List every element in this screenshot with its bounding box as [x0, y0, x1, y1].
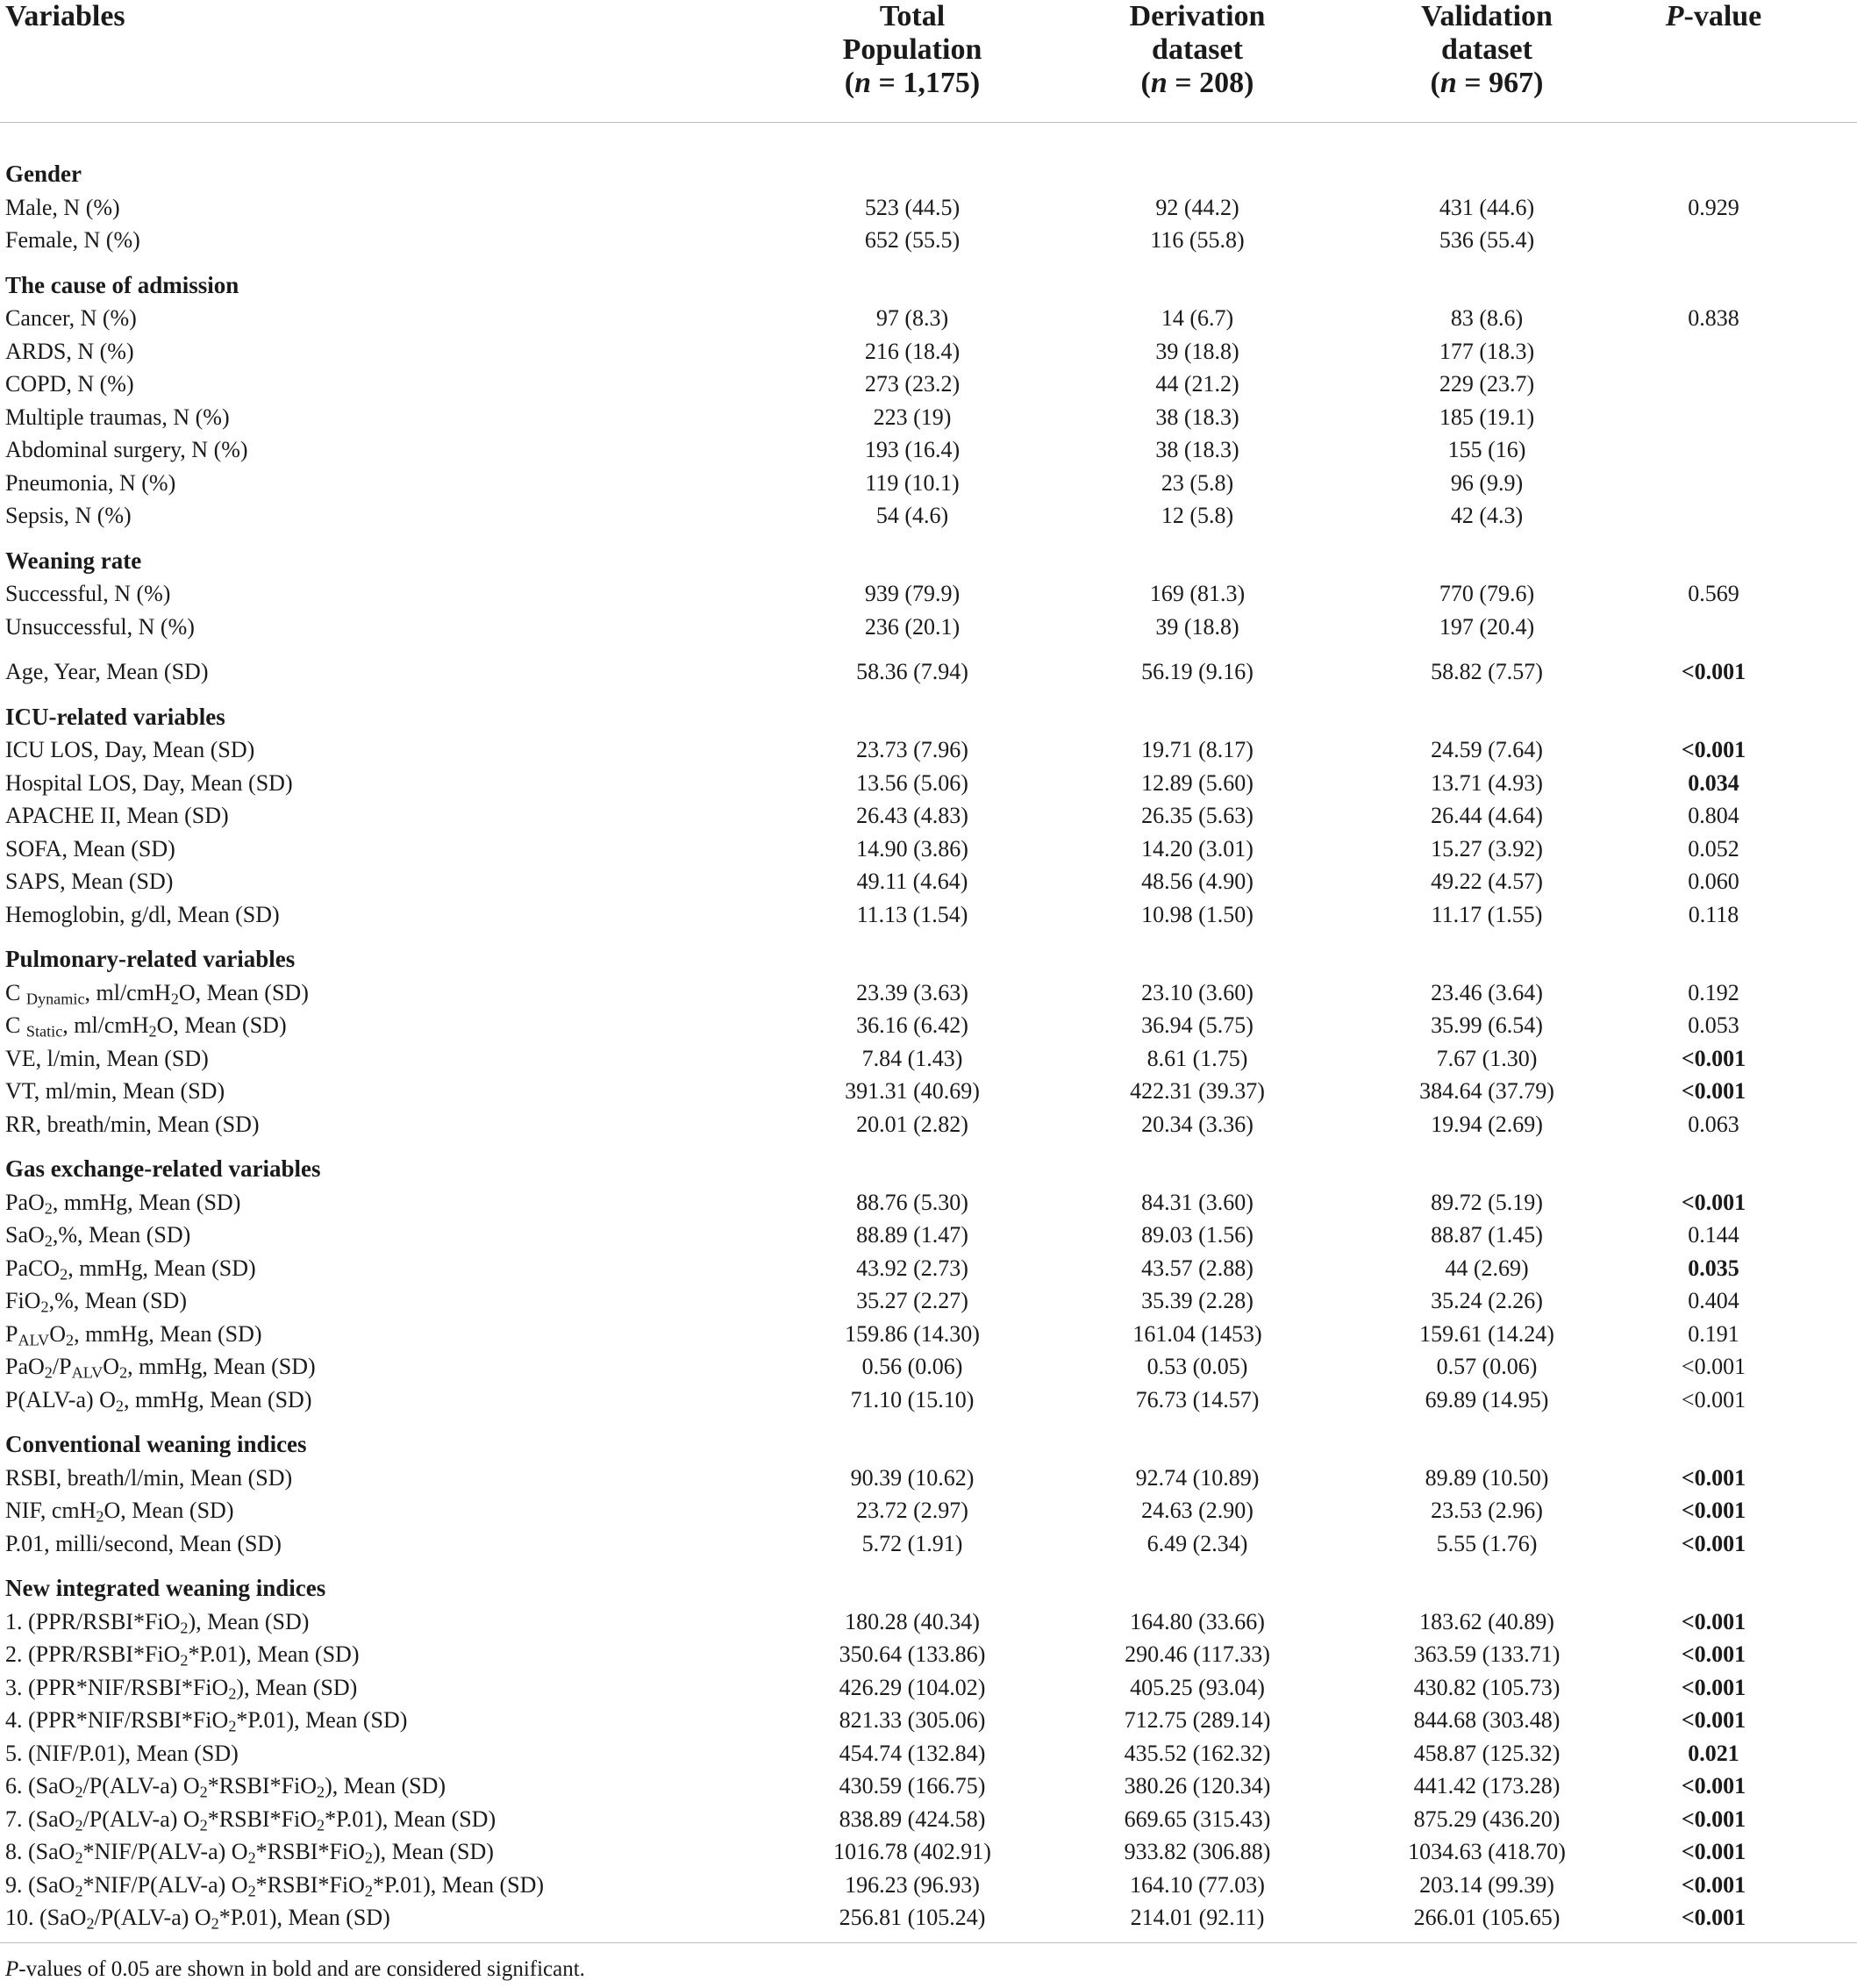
table-row: 1. (PPR/RSBI*FiO$_2$), Mean (SD) 180.28 (40.34) 164.80 (33.66) 183.62 (40.89) <0.001 [5, 1608, 1746, 1637]
table-row: Female, N (%) 652 (55.5) 116 (55.8) 536 (55.4) [5, 227, 1535, 253]
table-row: RR, breath/min, Mean (SD) 20.01 (2.82) 20.34 (3.36) 19.94 (2.69) 0.063 [5, 1111, 1739, 1137]
table-row: Male, N (%) 523 (44.5) 92 (44.2) 431 (44.6) 0.929 [5, 194, 1739, 220]
table-row: VE, l/min, Mean (SD) 7.84 (1.43) 8.61 (1.75) 7.67 (1.30) <0.001 [5, 1045, 1746, 1071]
table-row: $PaO_2/P_{ALV}O_2$, mmHg, Mean (SD) 0.56 (0.06) 0.53 (0.05) 0.57 (0.06) <0.001 [5, 1354, 1746, 1382]
table-row: SaO$_2$,%, Mean (SD) 88.89 (1.47) 89.03 (1.56) 88.87 (1.45) 0.144 [5, 1222, 1739, 1250]
table-row: $P_{ALV}O_2$, mmHg, Mean (SD) 159.86 (14.30) 161.04 (1453) 159.61 (14.24) 0.191 [5, 1320, 1739, 1349]
table-row: SAPS, Mean (SD) 49.11 (4.64) 48.56 (4.90) 49.22 (4.57) 0.060 [5, 869, 1739, 894]
table-row: Sepsis, N (%) 54 (4.6) 12 (5.8) 42 (4.3) [5, 503, 1524, 528]
table-row: 9. (SaO$_2$*NIF/P(ALV-a) $O_2*RSBI*FiO_2*P.01$), Mean (SD) 196.23 (96.93) 164.10 (77.03) 203.14 (99.39) <0.001 [5, 1871, 1746, 1900]
section-weaning-rate: Weaning rate [5, 547, 142, 574]
table-row: C $_{Dynamic}$, ml/cmH$_2$O, Mean (SD) 23.39 (3.63) 23.10 (3.60) 23.46 (3.64) 0.192 [5, 979, 1739, 1008]
table-row: NIF, cmH$_2$O, Mean (SD) 23.72 (2.97) 24.63 (2.90) 23.53 (2.96) <0.001 [5, 1498, 1746, 1526]
table-footnote: P-values of 0.05 are shown in bold and are considered significant. [5, 1957, 585, 1981]
table-row: P.01, milli/second, Mean (SD) 5.72 (1.91) 6.49 (2.34) 5.55 (1.76) <0.001 [5, 1530, 1746, 1556]
section-pulmonary-related: Pulmonary-related variables [5, 946, 296, 972]
table-row: 2. (PPR/RSBI*FiO$_2$*P.01), Mean (SD) 350.64 (133.86) 290.46 (117.33) 363.59 (133.71) <0.001 [5, 1641, 1746, 1670]
table-row: RSBI, breath/l/min, Mean (SD) 90.39 (10.62) 92.74 (10.89) 89.89 (10.50) <0.001 [5, 1464, 1746, 1491]
table-row: Unsuccessful, N (%) 236 (20.1) 39 (18.8) 197 (20.4) [5, 613, 1535, 640]
table-row: ICU LOS, Day, Mean (SD) 23.73 (7.96) 19.71 (8.17) 24.59 (7.64) <0.001 [5, 737, 1746, 762]
table-row: C $_{Static}$, ml/cmH$_2$O, Mean (SD) 36.16 (6.42) 36.94 (5.75) 35.99 (6.54) 0.053 [5, 1012, 1739, 1040]
table-header [0, 0, 1857, 123]
table-row: VT, ml/min, Mean (SD) 391.31 (40.69) 422.31 (39.37) 384.64 (37.79) <0.001 [5, 1078, 1746, 1104]
footnote-rule [0, 1942, 1857, 1943]
header-p-value: P-value [1665, 0, 1762, 32]
header-derivation-dataset: Derivation dataset (n = 208) [1129, 0, 1266, 99]
table-row: Multiple traumas, N (%) 223 (19) 38 (18.3) 185 (19.1) [5, 404, 1535, 430]
table-row: 3. (PPR*NIF/RSBI*FiO$_2$), Mean (SD) 426.29 (104.02) 405.25 (93.04) 430.82 (105.73) <0.001 [5, 1674, 1746, 1703]
table-row: Cancer, N (%) 97 (8.3) 14 (6.7) 83 (8.6) 0.838 [5, 305, 1739, 331]
table-row: SOFA, Mean (SD) 14.90 (3.86) 14.20 (3.01) 15.27 (3.92) 0.052 [5, 835, 1739, 862]
table-row: FiO$_2$,%, Mean (SD) 35.27 (2.27) 35.39 (2.28) 35.24 (2.26) 0.404 [5, 1288, 1739, 1316]
table-row: 8. (SaO$_2$*NIF/P(ALV-a) $O_2*RSBI*FiO_2$), Mean (SD) 1016.78 (402.91) 933.82 (306.88) 1034.63 (418.70) <0.001 [5, 1839, 1746, 1867]
table-row: 6. (SaO$_2$/P(ALV-a) $O_2*RSBI*FiO_2$), Mean (SD) 430.59 (166.75) 380.26 (120.34) 441.42 (173.28) <0.001 [5, 1773, 1746, 1801]
section-new-integrated-weaning-indices: New integrated weaning indices [5, 1575, 326, 1601]
table-row: PaO$_2$, mmHg, Mean (SD) 88.76 (5.30) 84.31 (3.60) 89.72 (5.19) <0.001 [5, 1189, 1746, 1218]
section-icu-related: ICU-related variables [5, 703, 225, 730]
table-row: 4. (PPR*NIF/RSBI*FiO$_2$*P.01), Mean (SD) 821.33 (305.06) 712.75 (289.14) 844.68 (303.48) <0.001 [5, 1707, 1746, 1735]
table-row: P(ALV-a) $O_2$, mmHg, Mean (SD) 71.10 (15.10) 76.73 (14.57) 69.89 (14.95) <0.001 [5, 1386, 1746, 1415]
table-row: 7. (SaO$_2$/P(ALV-a) $O_2*RSBI*FiO_2*P.01$), Mean (SD) 838.89 (424.58) 669.65 (315.43) 875.29 (436.20) <0.001 [5, 1806, 1746, 1834]
table-row: Hospital LOS, Day, Mean (SD) 13.56 (5.06) 12.89 (5.60) 13.71 (4.93) 0.034 [5, 769, 1739, 796]
header-validation-dataset: Validation dataset (n = 967) [1421, 0, 1553, 99]
section-conventional-weaning-indices: Conventional weaning indices [5, 1431, 307, 1457]
table-row: 10. (SaO$_2$/P(ALV-a) $O_2*P.01$), Mean (SD) 256.81 (105.24) 214.01 (92.11) 266.01 (105.65) <0.001 [5, 1905, 1746, 1933]
header-total-population: Total Population (n = 1,175) [842, 0, 982, 99]
table-row: COPD, N (%) 273 (23.2) 44 (21.2) 229 (23.7) [5, 371, 1535, 397]
table-row: PaCO$_2$, mmHg, Mean (SD) 43.92 (2.73) 43.57 (2.88) 44 (2.69) 0.035 [5, 1255, 1739, 1284]
section-cause-of-admission: The cause of admission [5, 271, 239, 298]
table-row: Abdominal surgery, N (%) 193 (16.4) 38 (18.3) 155 (16) [5, 437, 1526, 462]
table-row: ARDS, N (%) 216 (18.4) 39 (18.8) 177 (18.3) [5, 338, 1535, 364]
table-row: Successful, N (%) 939 (79.9) 169 (81.3) 770 (79.6) 0.569 [5, 581, 1739, 606]
table-body [0, 123, 1857, 1934]
table-row: Pneumonia, N (%) 119 (10.1) 23 (5.8) 96 (9.9) [5, 469, 1524, 496]
header-variables: Variables [5, 0, 125, 32]
table-row: APACHE II, Mean (SD) 26.43 (4.83) 26.35 (5.63) 26.44 (4.64) 0.804 [5, 803, 1739, 828]
table-row: Age, Year, Mean (SD) 58.36 (7.94) 56.19 (9.16) 58.82 (7.57) <0.001 [5, 659, 1746, 684]
table-row: Hemoglobin, g/dl, Mean (SD) 11.13 (1.54) 10.98 (1.50) 11.17 (1.55) 0.118 [5, 901, 1739, 927]
table-row: 5. (NIF/P.01), Mean (SD) 454.74 (132.84) 435.52 (162.32) 458.87 (125.32) 0.021 [5, 1740, 1739, 1766]
section-gender: Gender [5, 161, 82, 187]
section-gas-exchange-related: Gas exchange-related variables [5, 1155, 321, 1182]
